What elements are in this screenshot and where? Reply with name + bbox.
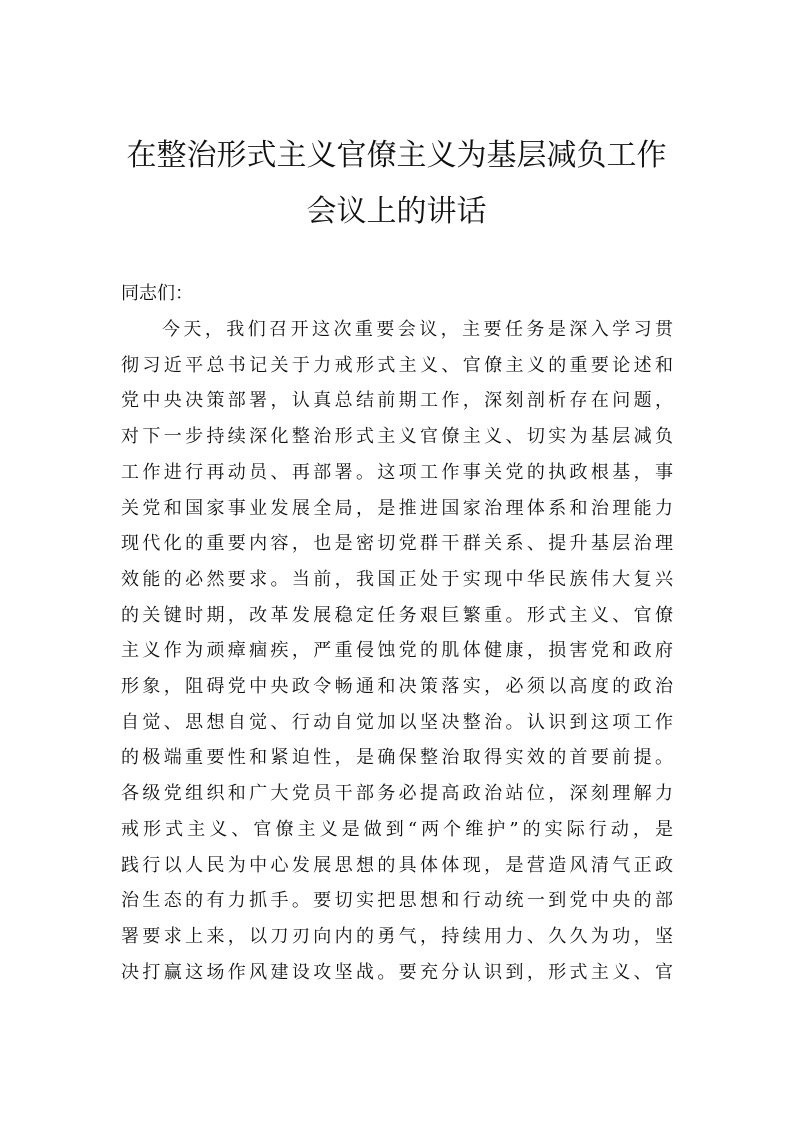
body-line: 自觉、思想自觉、行动自觉加以坚决整治。认识到这项工作 — [121, 711, 673, 733]
body-line: 决打赢这场作风建设攻坚战。要充分认识到，形式主义、官 — [121, 961, 673, 983]
body-line: 治生态的有力抓手。要切实把思想和行动统一到党中央的部 — [121, 890, 673, 912]
salutation: 同志们： — [121, 283, 193, 304]
body-line: 署要求上来，以刀刃向内的勇气，持续用力、久久为功，坚 — [121, 925, 673, 947]
body-line: 各级党组织和广大党员干部务必提高政治站位，深刻理解力 — [121, 783, 673, 805]
body-line: 工作进行再动员、再部署。这项工作事关党的执政根基，事 — [121, 461, 673, 483]
body-line: 践行以人民为中心发展思想的具体体现，是营造风清气正政 — [121, 854, 673, 876]
body-line: 戒形式主义、官僚主义是做到“两个维护”的实际行动，是 — [121, 818, 673, 840]
body-line: 关党和国家事业发展全局，是推进国家治理体系和治理能力 — [121, 497, 673, 519]
body-line: 今天，我们召开这次重要会议，主要任务是深入学习贯 — [162, 319, 673, 340]
body-line: 的极端重要性和紧迫性，是确保整治取得实效的首要前提。 — [121, 747, 673, 769]
document-title-line-2: 会议上的讲话 — [306, 194, 487, 229]
document-title-line-1: 在整治形式主义官僚主义为基层减负工作 — [126, 138, 667, 173]
body-line: 对下一步持续深化整治形式主义官僚主义、切实为基层减负 — [121, 426, 673, 448]
body-line: 效能的必然要求。当前，我国正处于实现中华民族伟大复兴 — [121, 568, 673, 590]
body-line: 主义作为顽瘴痼疾，严重侵蚀党的肌体健康，损害党和政府 — [121, 640, 673, 662]
body-line: 彻习近平总书记关于力戒形式主义、官僚主义的重要论述和 — [121, 354, 673, 376]
body-line: 的关键时期，改革发展稳定任务艰巨繁重。形式主义、官僚 — [121, 604, 673, 626]
body-line: 形象，阻碍党中央政令畅通和决策落实，必须以高度的政治 — [121, 676, 673, 697]
body-line: 党中央决策部署，认真总结前期工作，深刻剖析存在问题， — [121, 390, 673, 412]
body-line: 现代化的重要内容，也是密切党群干群关系、提升基层治理 — [121, 533, 673, 555]
